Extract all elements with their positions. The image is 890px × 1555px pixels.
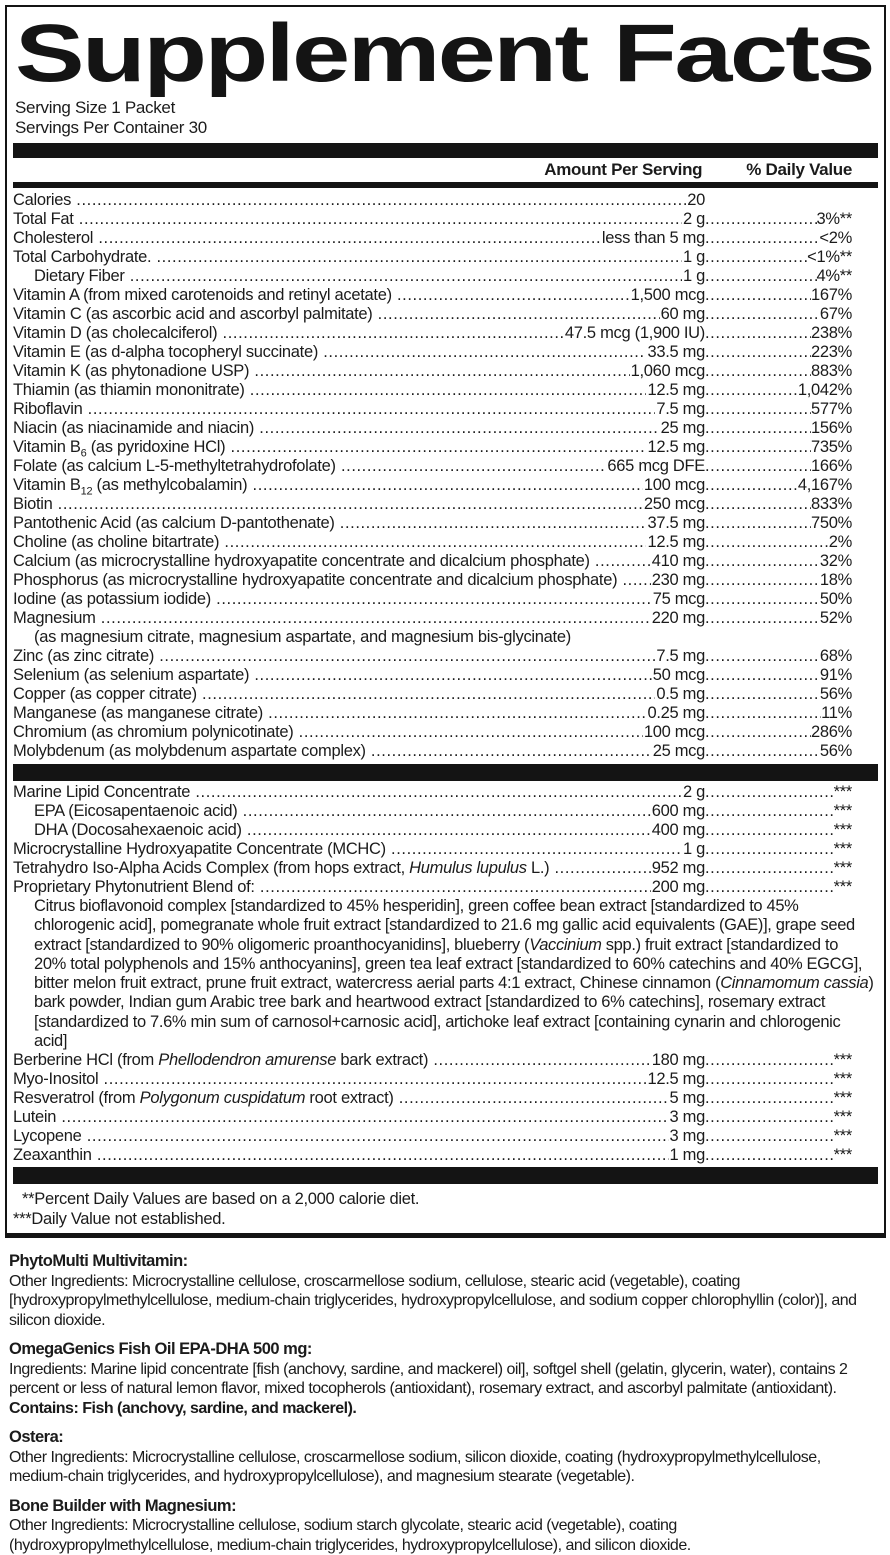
row-label: Manganese (as manganese citrate) .....	[13, 704, 646, 723]
divider-bar-mid	[13, 764, 878, 781]
table-row	[13, 324, 878, 343]
row-label: Calories .....	[13, 191, 686, 210]
row-daily-value: ***	[833, 1108, 852, 1127]
servings-per-container: Servings Per Container 30	[15, 117, 207, 137]
row-label: Resveratrol (from Polygonum cuspidatum root extract) .....	[13, 1089, 669, 1108]
row-daily-value: 50%	[819, 590, 852, 608]
row-amount: 665 mcg DFE	[607, 457, 705, 475]
row-daily-value: ***	[833, 878, 852, 896]
table-row	[13, 229, 878, 248]
dot-leader	[705, 495, 811, 514]
dot-leader	[705, 609, 820, 628]
table-row	[13, 1089, 878, 1108]
table-row	[13, 457, 878, 476]
row-label: Myo-Inositol .....	[13, 1070, 646, 1089]
table-row	[13, 381, 878, 400]
row-label: Biotin .....	[13, 495, 643, 514]
row-tail	[705, 802, 852, 821]
row-tail	[705, 210, 852, 229]
row-amount: 0.25 mg	[647, 704, 705, 722]
row-label: Chromium (as chromium polynicotinate) .....	[13, 723, 643, 742]
dot-leader	[705, 419, 811, 438]
column-header-row	[13, 160, 878, 180]
dot-leader	[705, 305, 820, 324]
dot-leader	[705, 324, 811, 343]
row-label: Vitamin E (as d-alpha tocopheryl succinate) .....	[13, 343, 646, 362]
row-tail	[705, 381, 852, 400]
row-tail	[705, 1051, 852, 1070]
row-label: Vitamin $B_6$ (as pyridoxine HCl) .....	[13, 438, 646, 457]
footnote-not-established: ***Daily Value not established.	[13, 1209, 226, 1228]
row-label: Choline (as choline bitartrate) .....	[13, 533, 646, 552]
panel-title	[15, 11, 877, 97]
row-daily-value: ***	[833, 1089, 852, 1108]
row-label: Total Fat .....	[13, 210, 682, 229]
row-amount: 7.5 mg	[656, 647, 705, 665]
row-daily-value: 11%	[821, 704, 852, 722]
table-row	[13, 821, 878, 840]
row-label: Phosphorus (as microcrystalline hydroxyapatite concentrate and dicalcium phosphate) .....	[13, 571, 651, 590]
table-row	[13, 590, 878, 609]
row-amount: 230 mg	[651, 571, 705, 589]
row-daily-value: 286%	[810, 723, 852, 741]
row-label: Calcium (as microcrystalline hydroxyapatite concentrate and dicalcium phosphate) .....	[13, 552, 651, 571]
row-amount: 12.5 mg	[647, 533, 705, 551]
table-row	[13, 723, 878, 742]
dot-leader	[705, 381, 798, 400]
dot-leader	[705, 438, 811, 457]
row-tail	[705, 1089, 852, 1108]
row-amount: 200 mg	[651, 878, 705, 896]
row-daily-value: <2%	[819, 229, 852, 247]
row-daily-value: 68%	[819, 647, 852, 665]
dot-leader	[705, 647, 820, 666]
row-amount: 410 mg	[651, 552, 705, 570]
row-label: Dietary Fiber .....	[13, 267, 682, 286]
row-daily-value: 750%	[810, 514, 852, 532]
row-label: Tetrahydro Iso-Alpha Acids Complex (from hops extract, Humulus lupulus L.) .....	[13, 859, 651, 878]
row-tail	[705, 324, 852, 343]
row-tail	[705, 821, 852, 840]
row-tail	[705, 495, 852, 514]
row-tail	[705, 1127, 852, 1146]
table-row	[13, 783, 878, 802]
other-ingredients-footer	[9, 1252, 880, 1555]
row-amount: 20	[687, 191, 705, 209]
serving-size: Serving Size 1 Packet	[15, 98, 176, 117]
table-row	[13, 840, 878, 859]
footer-heading: OmegaGenics Fish Oil EPA-DHA 500 mg:	[9, 1340, 312, 1359]
dot-leader	[705, 286, 811, 305]
row-daily-value: 166%	[810, 457, 852, 475]
table-row	[13, 1146, 878, 1165]
row-daily-value: 735%	[810, 438, 852, 456]
footer-body: Other Ingredients: Microcrystalline cellulose, croscarmellose sodium, cellulose, stearic acid (vegetable), coating [hydroxypropylmethylcellulose, medium-chain triglycerides, hydroxypropylcellulose, and sodium copper chlorophyllin (color)], and silicon dioxide.	[9, 1272, 857, 1329]
row-amount: 220 mg	[651, 609, 705, 627]
row-label: Berberine HCl (from Phellodendron amurense bark extract) .....	[13, 1051, 651, 1070]
row-daily-value: ***	[833, 859, 852, 877]
row-amount: 180 mg	[651, 1051, 705, 1070]
row-tail	[705, 590, 852, 609]
row-label: Vitamin $B_{12}$ (as methylcobalamin) .....	[13, 476, 643, 495]
row-amount: 3 mg	[669, 1127, 705, 1146]
nutrient-table-section-2	[13, 783, 878, 1165]
dot-leader	[705, 343, 811, 362]
table-row	[13, 647, 878, 666]
row-amount: less than 5 mg	[601, 229, 705, 247]
table-row	[13, 210, 878, 229]
row-tail	[705, 229, 852, 248]
row-daily-value: <1%**	[807, 248, 852, 266]
table-row	[13, 742, 878, 761]
table-row	[13, 248, 878, 267]
row-tail	[705, 533, 852, 552]
row-tail	[705, 267, 852, 286]
footer-body: Ingredients: Marine lipid concentrate [fish (anchovy, sardine, and mackerel) oil], softgel shell (gelatin, glycerin, water), contains 2 percent or less of natural lemon flavor, mixed tocopherols (antioxidant), rosemary extract, and ascorbyl palmitate (antioxidant). Contains: Fish (anchovy, sardine, and mackerel).	[9, 1360, 848, 1417]
row-amount: 1 mg	[669, 1146, 705, 1165]
row-daily-value: ***	[833, 1127, 852, 1146]
divider-bar-thick	[13, 143, 878, 158]
table-row	[13, 438, 878, 457]
row-amount: 1,060 mcg	[630, 362, 705, 380]
dot-leader	[705, 210, 817, 229]
footer-section-ostera	[9, 1428, 880, 1487]
row-amount: 3 mg	[669, 1108, 705, 1127]
dot-leader	[705, 267, 817, 286]
dot-leader	[705, 1051, 834, 1070]
table-row	[13, 1070, 878, 1089]
dot-leader	[705, 476, 798, 495]
dot-leader	[705, 821, 834, 840]
table-row	[13, 878, 878, 897]
dot-leader	[705, 840, 834, 859]
row-tail	[705, 457, 852, 476]
row-tail	[705, 840, 852, 859]
row-daily-value: 883%	[810, 362, 852, 380]
dot-leader	[705, 1146, 834, 1165]
row-tail	[705, 343, 852, 362]
footer-section-omegagenics	[9, 1340, 880, 1418]
row-amount: 60 mg	[660, 305, 705, 323]
row-amount: 2 g	[682, 783, 705, 801]
row-label: Lycopene .....	[13, 1127, 669, 1146]
table-row	[13, 305, 878, 324]
row-daily-value: 18%	[819, 571, 852, 589]
row-label: Niacin (as niacinamide and niacin) .....	[13, 419, 660, 438]
row-tail	[705, 647, 852, 666]
row-label: Cholesterol .....	[13, 229, 601, 248]
table-row	[13, 362, 878, 381]
row-amount: 1 g	[682, 840, 705, 858]
row-amount: 33.5 mg	[647, 343, 705, 361]
panel-title-text: Supplement Facts	[15, 11, 873, 97]
footnotes	[13, 1187, 878, 1231]
table-row	[13, 514, 878, 533]
row-tail	[705, 248, 852, 267]
footer-section-bone-builder	[9, 1497, 880, 1555]
table-row	[13, 628, 878, 647]
row-daily-value: 156%	[810, 419, 852, 437]
row-amount: 5 mg	[669, 1089, 705, 1108]
row-tail	[705, 1146, 852, 1165]
row-daily-value: 3%**	[816, 210, 852, 228]
row-amount: 12.5 mg	[647, 1070, 705, 1089]
row-amount: 37.5 mg	[647, 514, 705, 532]
dot-leader	[705, 742, 820, 761]
row-daily-value: 67%	[819, 305, 852, 323]
row-tail	[705, 1108, 852, 1127]
row-label: EPA (Eicosapentaenoic acid) .....	[13, 802, 651, 821]
divider-bar-thin	[13, 182, 878, 188]
row-tail	[705, 742, 852, 761]
dot-leader	[705, 878, 834, 897]
dot-leader	[705, 685, 820, 704]
row-amount: 47.5 mcg (1,900 IU)	[564, 324, 705, 342]
row-daily-value: 52%	[819, 609, 852, 627]
footer-heading: PhytoMulti Multivitamin:	[9, 1252, 188, 1271]
row-daily-value: 4%**	[816, 267, 852, 285]
row-daily-value: 4,167%	[797, 476, 852, 494]
dot-leader	[705, 514, 811, 533]
row-tail	[705, 666, 852, 685]
row-daily-value: ***	[833, 840, 852, 858]
row-tail	[705, 571, 852, 590]
divider-bar-bottom	[13, 1167, 878, 1184]
row-amount: 0.5 mg	[656, 685, 705, 703]
table-row	[13, 495, 878, 514]
table-row	[13, 609, 878, 628]
footnote-daily-values: **Percent Daily Values are based on a 2,000 calorie diet.	[22, 1190, 420, 1209]
row-amount: 12.5 mg	[647, 438, 705, 456]
row-amount: 952 mg	[651, 859, 705, 877]
row-daily-value: 1,042%	[797, 381, 852, 399]
row-daily-value: 167%	[810, 286, 852, 304]
dot-leader	[705, 802, 834, 821]
table-row	[13, 400, 878, 419]
row-amount: 1,500 mcg	[630, 286, 705, 304]
row-tail	[705, 362, 852, 381]
table-row	[13, 419, 878, 438]
row-daily-value: 223%	[810, 343, 852, 361]
footer-section-phytomulti	[9, 1252, 880, 1330]
row-tail	[705, 1070, 852, 1089]
row-label: Molybdenum (as molybdenum aspartate complex) .....	[13, 742, 652, 761]
row-label: Vitamin A (from mixed carotenoids and retinyl acetate) .....	[13, 286, 630, 305]
row-amount: 100 mcg	[643, 723, 705, 741]
footer-heading: Bone Builder with Magnesium:	[9, 1496, 237, 1515]
row-tail	[705, 438, 852, 457]
dot-leader	[705, 704, 821, 723]
row-daily-value: 2%	[828, 533, 852, 551]
amount-per-serving-header: Amount Per Serving	[544, 160, 703, 179]
row-tail	[705, 685, 852, 704]
row-amount: 400 mg	[651, 821, 705, 839]
row-tail	[705, 878, 852, 897]
footer-heading: Ostera:	[9, 1428, 64, 1447]
table-row	[13, 552, 878, 571]
row-daily-value: ***	[833, 802, 852, 820]
dot-leader	[705, 400, 811, 419]
row-label: Selenium (as selenium aspartate) .....	[13, 666, 652, 685]
row-amount: 12.5 mg	[647, 381, 705, 399]
row-amount: 100 mcg	[643, 476, 705, 494]
table-row	[13, 685, 878, 704]
dot-leader	[705, 1089, 834, 1108]
table-row	[13, 533, 878, 552]
row-amount: 50 mcg	[652, 666, 705, 684]
row-label: Magnesium .....	[13, 609, 651, 628]
dot-leader	[705, 723, 811, 742]
dot-leader	[705, 571, 820, 590]
row-label: Marine Lipid Concentrate .....	[13, 783, 682, 802]
dot-leader	[705, 362, 811, 381]
dot-leader	[705, 533, 829, 552]
table-row	[13, 476, 878, 495]
row-tail	[705, 704, 852, 723]
dot-leader	[705, 457, 811, 476]
row-amount: 600 mg	[651, 802, 705, 820]
table-row	[13, 343, 878, 362]
row-label: Zeaxanthin .....	[13, 1146, 669, 1165]
row-daily-value: 577%	[810, 400, 852, 418]
table-row	[13, 1127, 878, 1146]
row-daily-value: 56%	[819, 742, 852, 760]
row-label: Vitamin D (as cholecalciferol) .....	[13, 324, 564, 343]
row-tail	[705, 552, 852, 571]
row-daily-value: 238%	[810, 324, 852, 342]
row-tail	[705, 476, 852, 495]
row-label: Riboflavin .....	[13, 400, 655, 419]
dot-leader	[705, 229, 819, 248]
row-label: Total Carbohydrate. .....	[13, 248, 682, 267]
row-daily-value: ***	[833, 1146, 852, 1165]
row-label: Zinc (as zinc citrate) .....	[13, 647, 655, 666]
row-label: Iodine (as potassium iodide) .....	[13, 590, 652, 609]
row-amount: 75 mcg	[652, 590, 705, 608]
row-tail	[705, 419, 852, 438]
row-tail	[705, 286, 852, 305]
row-tail	[705, 400, 852, 419]
row-amount: 2 g	[682, 210, 705, 228]
row-label: Copper (as copper citrate) .....	[13, 685, 655, 704]
row-label: Proprietary Phytonutrient Blend of: .....	[13, 878, 651, 897]
row-tail	[705, 514, 852, 533]
row-daily-value: ***	[833, 1070, 852, 1089]
dot-leader	[705, 859, 834, 878]
footer-body: Other Ingredients: Microcrystalline cellulose, sodium starch glycolate, stearic acid (vegetable), coating (hydroxypropylmethylcellulose, medium-chain triglycerides, hydroxypropylcellulose), and silicon dioxide.	[9, 1517, 691, 1554]
row-amount: 25 mg	[660, 419, 705, 437]
nutrient-table-section-1	[13, 191, 878, 761]
dot-leader	[705, 248, 807, 267]
row-daily-value: ***	[833, 821, 852, 839]
dot-leader	[705, 590, 820, 609]
row-daily-value: 833%	[810, 495, 852, 513]
supplement-facts-panel	[5, 5, 886, 1238]
row-label: Vitamin K (as phytonadione USP) .....	[13, 362, 630, 381]
row-amount: 7.5 mg	[656, 400, 705, 418]
row-amount: 1 g	[682, 267, 705, 285]
row-amount: 25 mcg	[652, 742, 705, 760]
row-label: Microcrystalline Hydroxyapatite Concentrate (MCHC) .....	[13, 840, 682, 859]
row-tail	[705, 723, 852, 742]
dot-leader	[705, 1108, 834, 1127]
row-daily-value: 91%	[819, 666, 852, 684]
row-daily-value: ***	[833, 783, 852, 801]
footer-body: Other Ingredients: Microcrystalline cellulose, croscarmellose sodium, silicon dioxide, coating (hydroxypropylmethylcellulose, medium-chain triglycerides, and hydroxypropylcellulose), and magnesium stearate (vegetable).	[9, 1448, 821, 1486]
table-row	[13, 666, 878, 685]
row-label: DHA (Docosahexaenoic acid) .....	[13, 821, 651, 840]
row-tail	[705, 783, 852, 802]
row-amount: 250 mcg	[643, 495, 705, 513]
row-daily-value: ***	[833, 1051, 852, 1070]
row-label: Folate (as calcium L-5-methyltetrahydrofolate) .....	[13, 457, 606, 476]
table-row	[13, 1051, 878, 1070]
row-label: Pantothenic Acid (as calcium D-pantothenate) .....	[13, 514, 646, 533]
proprietary-blend-description: Citrus bioflavonoid complex [standardized to 45% hesperidin], green coffee bean extract [standardized to 45% chlorogenic acid], pomegranate whole fruit extract [standardized to 21.6 mg gallic acid equivalents (GAE)], grape seed extract [standardized to 90% oligomeric proanthocyanidins], blueberry (Vaccinium spp.) fruit extract [standardized to 20% total polyphenols and 15% anthocyanins], green tea leaf extract [standardized to 60% catechins and 40% EGCG], bitter melon fruit extract, prune fruit extract, watercress aerial parts 4:1 extract, Chinese cinnamon (Cinnamomum cassia) bark powder, Indian gum Arabic tree bark and heartwood extract [standardized to 6% catechins], rosemary extract [standardized to 7.6% min sum of carnosol+carnosic acid], artichoke leaf extract [containing cynarin and chlorogenic acid]	[34, 897, 874, 1051]
row-label: Thiamin (as thiamin mononitrate) .....	[13, 381, 646, 400]
daily-value-header: % Daily Value	[746, 160, 852, 179]
dot-leader	[705, 552, 820, 571]
dot-leader	[705, 666, 820, 685]
row-label: (as magnesium citrate, magnesium aspartate, and magnesium bis-glycinate)	[34, 628, 571, 646]
row-daily-value: 56%	[819, 685, 852, 703]
row-amount: 1 g	[682, 248, 705, 266]
table-row	[13, 704, 878, 723]
row-daily-value: 32%	[819, 552, 852, 570]
table-row	[13, 802, 878, 821]
row-label: Lutein .....	[13, 1108, 669, 1127]
table-row	[13, 267, 878, 286]
table-row	[13, 571, 878, 590]
table-row	[13, 1108, 878, 1127]
row-tail	[705, 859, 852, 878]
dot-leader	[705, 1070, 834, 1089]
table-row	[13, 191, 878, 210]
row-label: Vitamin C (as ascorbic acid and ascorbyl palmitate) .....	[13, 305, 660, 324]
table-row	[13, 859, 878, 878]
dot-leader	[705, 783, 834, 802]
table-row	[13, 286, 878, 305]
dot-leader	[705, 1127, 834, 1146]
row-tail	[705, 305, 852, 324]
row-tail	[705, 609, 852, 628]
